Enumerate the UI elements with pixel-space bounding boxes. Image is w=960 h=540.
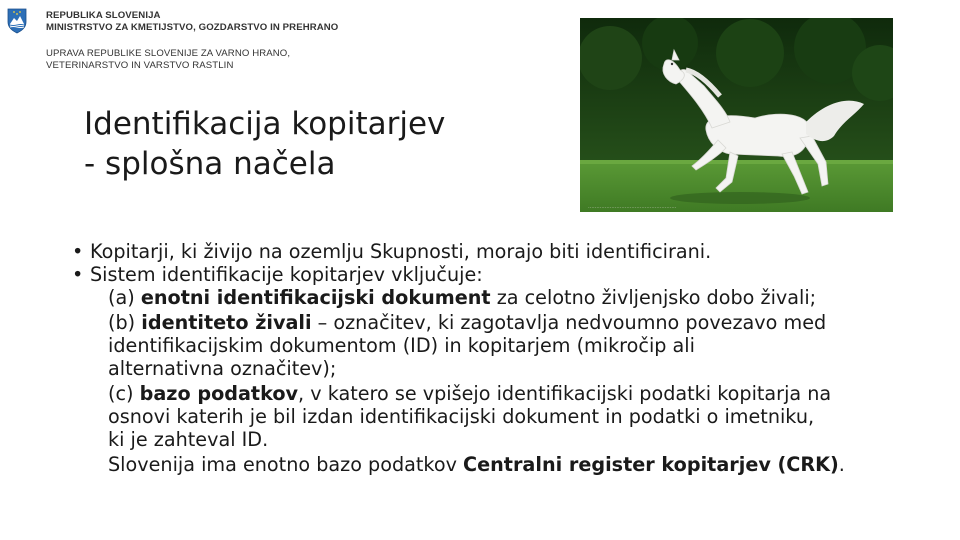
- item-b-text-2: identifikacijskim dokumentom (ID) in kopitarjem (mikročip ali: [108, 334, 695, 357]
- bullet-item-2: [72, 263, 932, 286]
- slide-title-line-2: - splošna načela: [84, 146, 336, 182]
- bullet-text-2: Sistem identifikacije kopitarjev vključuje:: [90, 263, 483, 286]
- list-item-c: [72, 382, 932, 451]
- bullet-item-1: [72, 240, 932, 263]
- final-period: .: [838, 453, 845, 476]
- slide-body: [72, 240, 932, 476]
- item-b-prefix: (b): [108, 311, 142, 334]
- item-b-text-3: alternativna označitev);: [108, 357, 337, 380]
- item-a-prefix: (a): [108, 286, 141, 309]
- item-c-bold: bazo podatkov: [139, 382, 299, 405]
- white-horse-photo: [580, 18, 893, 212]
- bullet-text-1: Kopitarji, ki živijo na ozemlju Skupnosti, morajo biti identificirani.: [90, 240, 712, 263]
- item-a-text: za celotno življenjsko dobo živali;: [490, 286, 817, 309]
- item-c-text-1: , v katero se vpišejo identifikacijski podatki kopitarja na: [298, 382, 832, 405]
- header-administration-label-2: VETERINARSTVO IN VARSTVO RASTLIN: [46, 60, 234, 71]
- header-ministry-label: MINISTRSTVO ZA KMETIJSTVO, GOZDARSTVO IN PREHRANO: [46, 22, 339, 33]
- slide-title-line-1: Identifikacija kopitarjev: [84, 106, 446, 142]
- list-item-a: [72, 286, 932, 309]
- item-b-text-1: – označitev, ki zagotavlja nedvoumno povezavo med: [311, 311, 827, 334]
- item-b-bold: identiteto živali: [141, 311, 312, 334]
- bullet-dot: •: [72, 240, 84, 263]
- slovenia-coat-of-arms-icon: [6, 8, 28, 34]
- item-c-text-2: osnovi katerih je bil izdan identifikacijski dokument in podatki o imetniku,: [108, 405, 815, 428]
- item-a-bold: enotni identifikacijski dokument: [140, 286, 491, 309]
- slide-title: [84, 104, 445, 184]
- header-republic-label: REPUBLIKA SLOVENIJA: [46, 10, 161, 21]
- item-c-prefix: (c): [108, 382, 140, 405]
- bullet-dot: •: [72, 263, 84, 286]
- item-c-text-3: ki je zahteval ID.: [108, 428, 269, 451]
- final-bold: Centralni register kopitarjev (CRK): [463, 453, 839, 476]
- final-text: Slovenija ima enotno bazo podatkov: [108, 453, 464, 476]
- list-item-b: [72, 311, 932, 380]
- header-administration-label: UPRAVA REPUBLIKE SLOVENIJE ZA VARNO HRANO,: [46, 48, 291, 59]
- svg-text:..............................: .....................................................: [588, 204, 677, 210]
- list-item-final: [72, 453, 932, 476]
